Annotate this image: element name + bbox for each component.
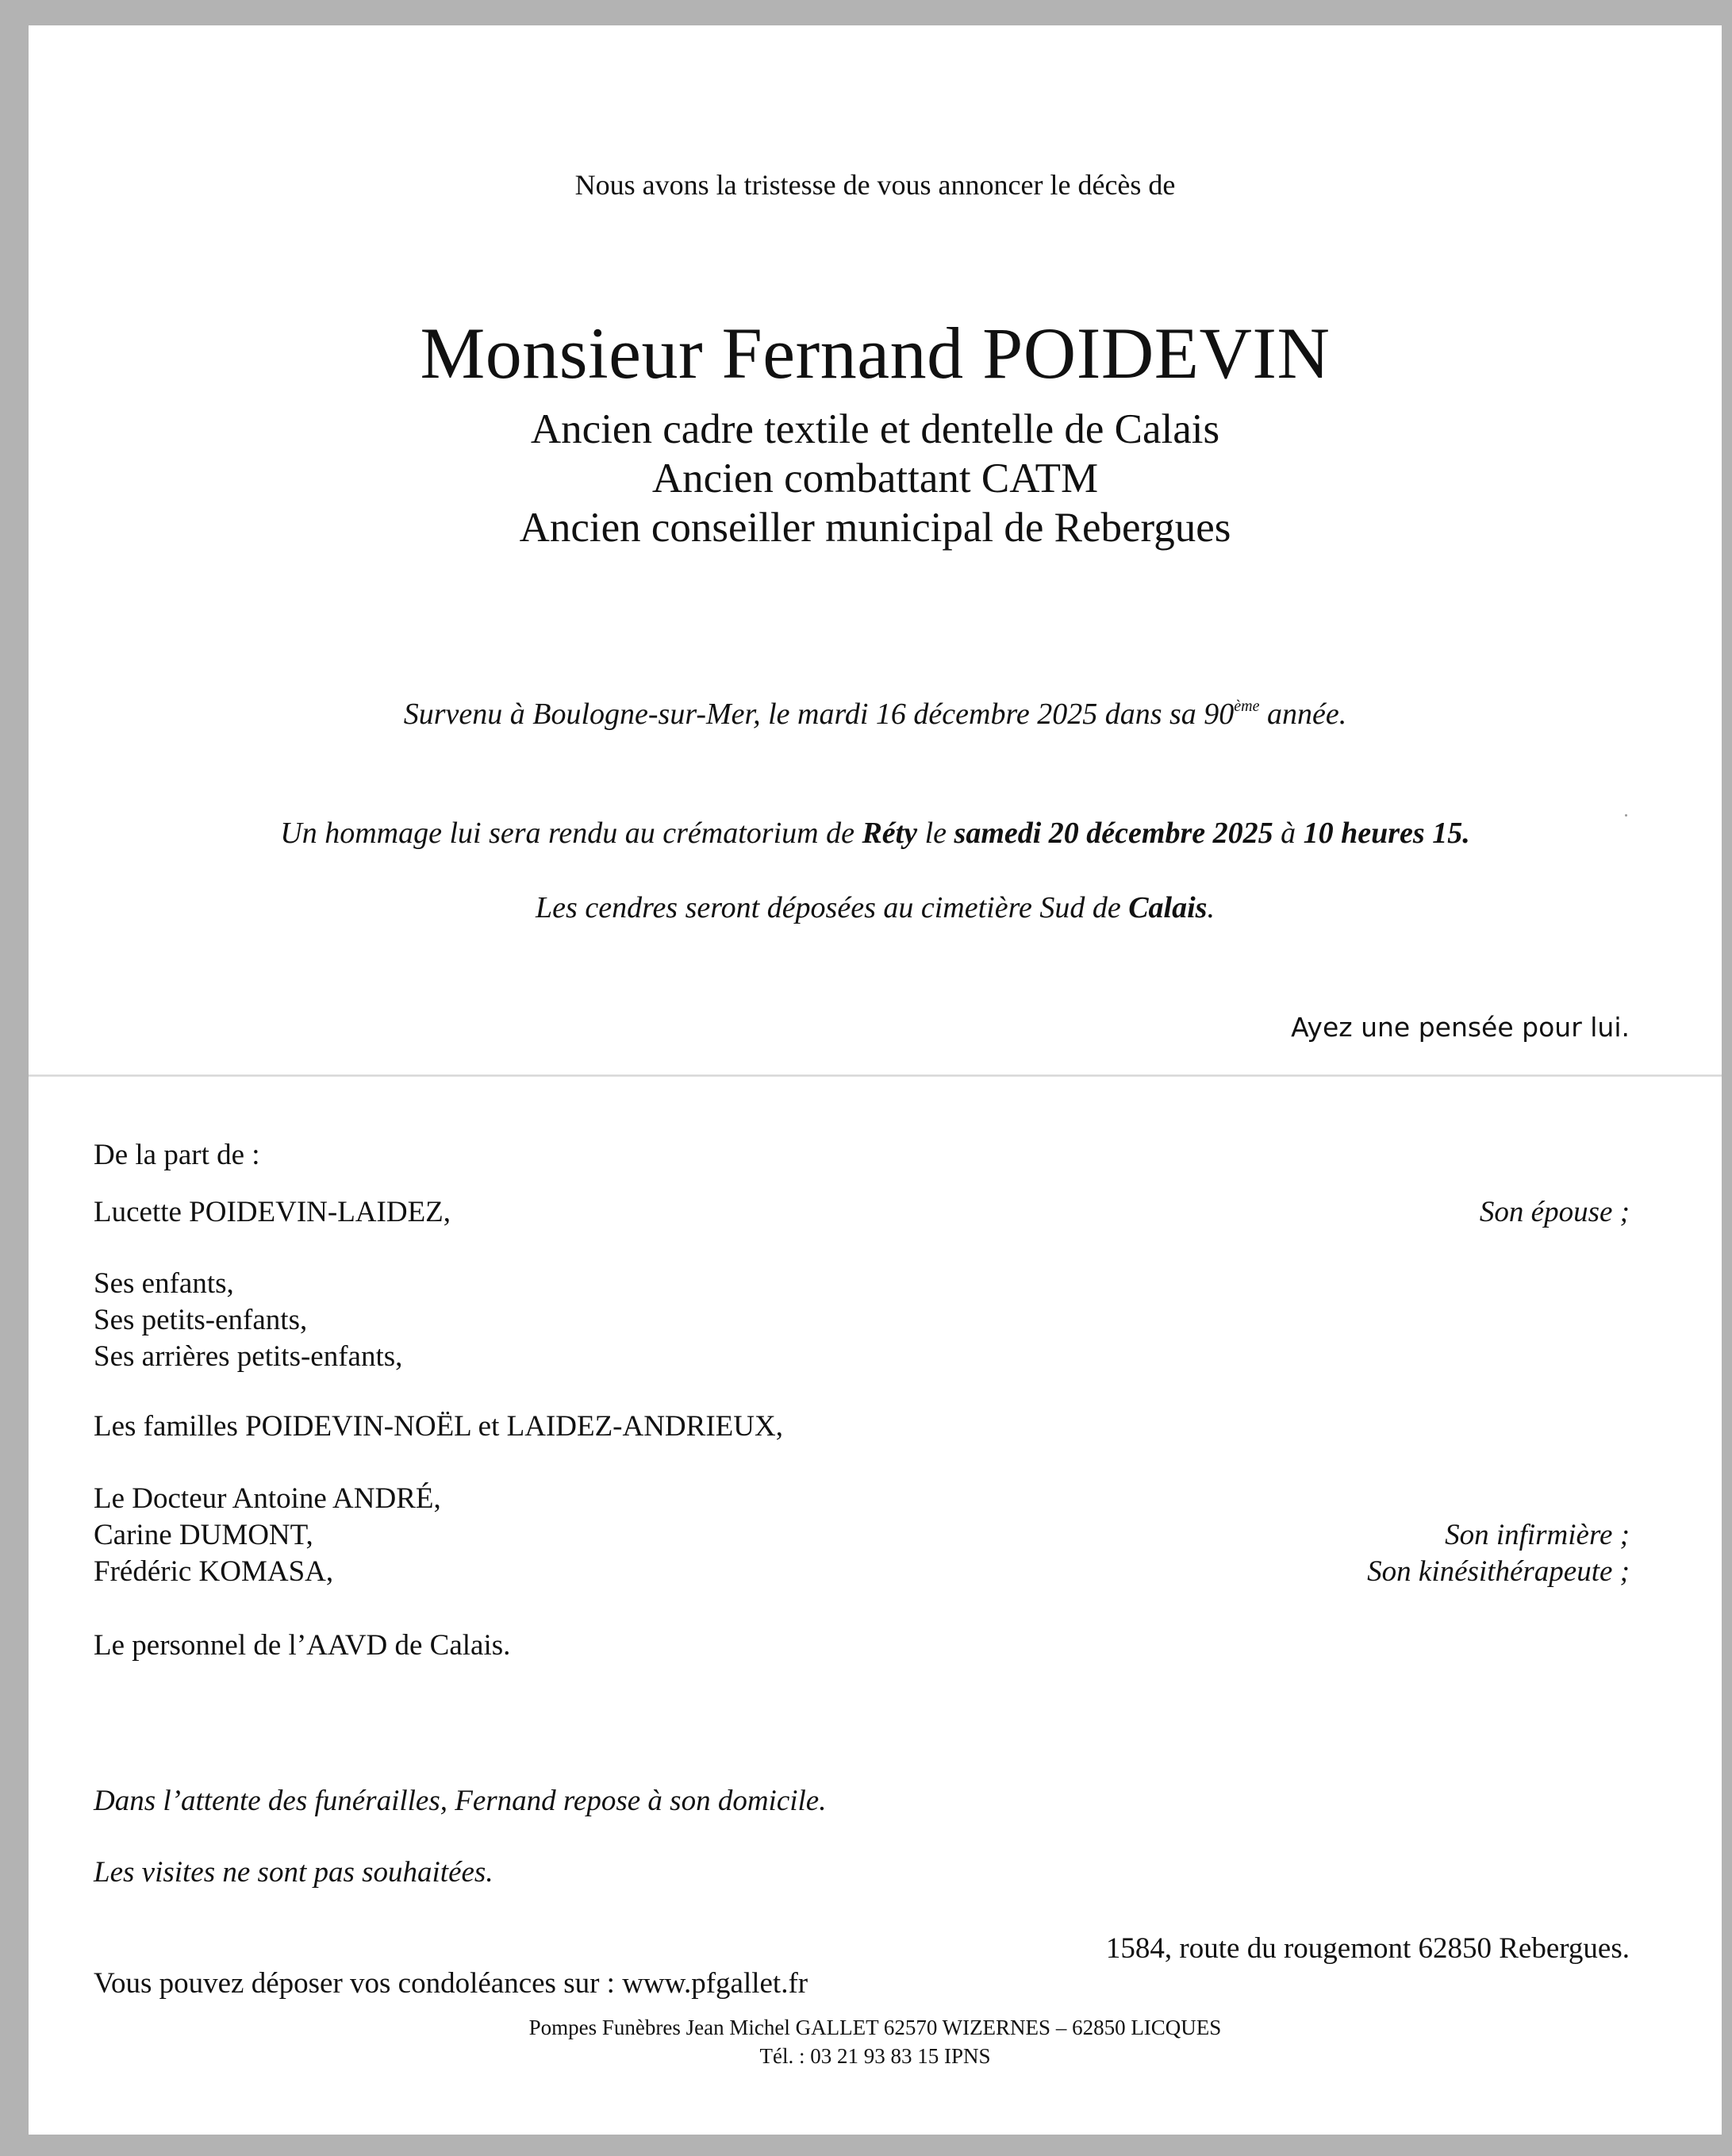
deceased-name: Monsieur Fernand POIDEVIN: [420, 313, 1331, 394]
descendants-list: [94, 1266, 402, 1375]
address: 1584, route du rougemont 62850 Rebergues.: [1105, 1932, 1630, 1965]
hommage-time: 10 heures 15: [1303, 817, 1463, 850]
hommage-text: .: [1462, 817, 1470, 850]
list-item: Frédéric KOMASA,: [94, 1555, 334, 1588]
care-roles: [1367, 1517, 1630, 1590]
hommage-text: à: [1273, 817, 1304, 850]
deceased-title-3: Ancien conseiller municipal de Rebergues: [519, 505, 1231, 551]
speck: [1625, 814, 1627, 817]
death-text: Survenu à Boulogne-sur-Mer, le mardi 16 décembre 2025 dans sa 90: [403, 698, 1235, 731]
staff-line: Le personnel de l’AAVD de Calais.: [94, 1629, 511, 1662]
footer-funeral-home: Pompes Funèbres Jean Michel GALLET 62570 WIZERNES – 62850 LICQUES: [528, 2016, 1222, 2039]
deceased-title-1: Ancien cadre textile et dentelle de Calais: [530, 406, 1220, 452]
spouse-name: Lucette POIDEVIN-LAIDEZ,: [94, 1196, 451, 1228]
ashes-place: Calais: [1128, 891, 1208, 924]
hommage-text: le: [917, 817, 954, 850]
spouse-role: Son épouse ;: [1479, 1196, 1630, 1228]
ashes-statement: [29, 890, 1722, 925]
funeral-notice-card: [29, 25, 1722, 2135]
list-item: Son infirmière ;: [1445, 1519, 1630, 1551]
ashes-text: Les cendres seront déposées au cimetière Sud de: [536, 891, 1129, 924]
death-text-end: année.: [1259, 698, 1347, 731]
remembrance-line: Ayez une pensée pour lui.: [1291, 1012, 1630, 1043]
hommage-text: Un hommage lui sera rendu au crématorium de: [280, 817, 862, 850]
hommage-place: Réty: [862, 817, 918, 850]
deceased-title-2: Ancien combattant CATM: [651, 455, 1099, 502]
repose-note: Dans l’attente des funérailles, Fernand repose à son domicile.: [94, 1785, 827, 1817]
death-ordinal: ème: [1234, 698, 1260, 715]
hommage-date: samedi 20 décembre 2025: [954, 817, 1273, 850]
care-list: [94, 1481, 441, 1590]
death-statement: [29, 697, 1722, 732]
card-fold-line: [29, 1074, 1722, 1077]
visits-note: Les visites ne sont pas souhaitées.: [94, 1856, 493, 1889]
families-line: Les familles POIDEVIN-NOËL et LAIDEZ-ANDRIEUX,: [94, 1410, 783, 1443]
list-item: Ses enfants,: [94, 1267, 234, 1300]
list-item: Le Docteur Antoine ANDRÉ,: [94, 1482, 441, 1515]
list-item: Ses petits-enfants,: [94, 1304, 308, 1336]
list-item: Ses arrières petits-enfants,: [94, 1340, 403, 1373]
intro-text: Nous avons la tristesse de vous annoncer le décès de: [574, 169, 1176, 201]
hommage-statement: [29, 816, 1722, 851]
ashes-text: .: [1207, 891, 1215, 924]
footer-phone: Tél. : 03 21 93 83 15 IPNS: [759, 2044, 991, 2068]
condolences-line: Vous pouvez déposer vos condoléances sur : www.pfgallet.fr: [94, 1967, 808, 2000]
list-item: Son kinésithérapeute ;: [1367, 1555, 1630, 1588]
list-item: Carine DUMONT,: [94, 1519, 313, 1551]
family-heading: De la part de :: [94, 1139, 260, 1171]
